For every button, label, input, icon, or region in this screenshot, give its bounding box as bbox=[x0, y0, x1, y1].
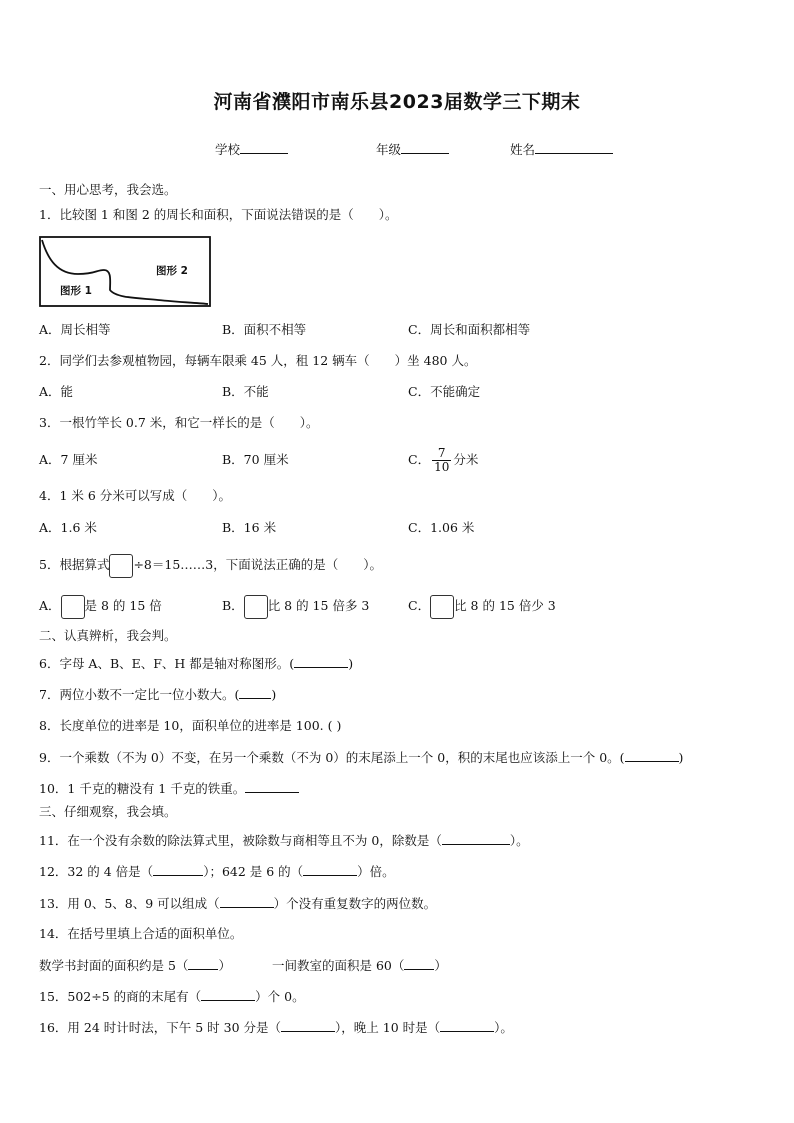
q13 bbox=[39, 895, 436, 912]
q14-sub-1 bbox=[39, 957, 231, 974]
q3-text: 3．一根竹竿长 0.7 米，和它一样长的是（ ）。 bbox=[39, 415, 319, 430]
q1-option-a[interactable]: A．周长相等 bbox=[39, 322, 111, 337]
q6-blank[interactable] bbox=[294, 655, 348, 668]
q6 bbox=[39, 655, 353, 672]
q5-option-b[interactable] bbox=[222, 594, 369, 619]
q16 bbox=[39, 1019, 513, 1036]
q4-option-b[interactable]: B．16 米 bbox=[222, 520, 277, 535]
q12-part3: ）倍。 bbox=[357, 864, 395, 879]
page-title: 河南省濮阳市南乐县2023届数学三下期末 bbox=[213, 91, 581, 113]
name-field[interactable] bbox=[510, 141, 613, 158]
q4-option-a[interactable]: A．1.6 米 bbox=[39, 520, 97, 535]
q15-part1: 15．502÷5 的商的末尾有（ bbox=[39, 989, 202, 1004]
q15 bbox=[39, 988, 305, 1005]
q13-part2: ）个没有重复数字的两位数。 bbox=[273, 896, 437, 911]
q3-option-c-unit: 分米 bbox=[453, 452, 479, 467]
q1-text: 1．比较图 1 和图 2 的周长和面积，下面说法错误的是（ ）。 bbox=[39, 207, 398, 222]
q11-end: ）。 bbox=[509, 833, 529, 848]
q10 bbox=[39, 780, 299, 797]
q5-option-c-label: C． bbox=[408, 598, 431, 613]
name-label: 姓名 bbox=[510, 142, 536, 157]
q2-text: 2．同学们去参观植物园，每辆车限乘 45 人，租 12 辆车（ ）坐 480 人。 bbox=[39, 353, 477, 368]
fig1-label: 图形 1 bbox=[60, 285, 92, 297]
school-label: 学校 bbox=[215, 142, 241, 157]
q2-option-b[interactable]: B．不能 bbox=[222, 384, 269, 399]
q5-option-a-text: 是 8 的 15 倍 bbox=[84, 598, 162, 613]
q14-sub-1-text: 数学书封面的面积约是 5（ bbox=[39, 958, 189, 973]
q9 bbox=[39, 749, 683, 766]
q12-part2: ）；642 是 6 的（ bbox=[203, 864, 304, 879]
q11-text: 11．在一个没有余数的除法算式里，被除数与商相等且不为 0，除数是（ bbox=[39, 833, 442, 848]
school-blank[interactable] bbox=[240, 141, 288, 154]
q14-sub-2-end: ） bbox=[434, 958, 447, 973]
blank-box bbox=[61, 595, 85, 619]
blank-box bbox=[244, 595, 268, 619]
q14-sub-1-end: ） bbox=[218, 958, 231, 973]
q11-blank[interactable] bbox=[442, 832, 510, 845]
q5-option-b-text: 比 8 的 15 倍多 3 bbox=[267, 598, 370, 613]
q5-option-a-label: A． bbox=[39, 598, 61, 613]
q11 bbox=[39, 832, 529, 849]
q8-text: 8．长度单位的进率是 10，面积单位的进率是 100. ( ) bbox=[39, 718, 342, 733]
grade-field[interactable] bbox=[376, 141, 449, 158]
name-blank[interactable] bbox=[535, 141, 613, 154]
q5-blank-box bbox=[109, 554, 133, 578]
q9-end: ) bbox=[678, 750, 684, 765]
fraction-numerator: 7 bbox=[432, 447, 451, 461]
q14-text: 14．在括号里填上合适的面积单位。 bbox=[39, 926, 243, 941]
q5-option-a[interactable] bbox=[39, 594, 162, 619]
q1-option-c[interactable]: C．周长和面积都相等 bbox=[408, 322, 531, 337]
q7-end: ) bbox=[271, 687, 277, 702]
fraction-denominator: 10 bbox=[434, 460, 450, 474]
q16-part2: ），晚上 10 时是（ bbox=[335, 1020, 441, 1035]
q7-blank[interactable] bbox=[239, 686, 271, 699]
q3-option-a[interactable]: A．7 厘米 bbox=[39, 452, 98, 467]
q13-blank[interactable] bbox=[220, 895, 274, 908]
q2-option-c[interactable]: C．不能确定 bbox=[408, 384, 481, 399]
q16-blank-1[interactable] bbox=[281, 1019, 335, 1032]
q1-option-b[interactable]: B．面积不相等 bbox=[222, 322, 307, 337]
q16-part3: ）。 bbox=[494, 1020, 513, 1035]
q5-text-pre: 5．根据算式 bbox=[39, 557, 110, 572]
grade-blank[interactable] bbox=[401, 141, 449, 154]
q10-blank[interactable] bbox=[245, 780, 299, 793]
q5-option-b-label: B． bbox=[222, 598, 244, 613]
q14-sub-2 bbox=[272, 957, 447, 974]
q14-blank-2[interactable] bbox=[404, 957, 434, 970]
q4-option-c[interactable]: C．1.06 米 bbox=[408, 520, 475, 535]
fraction bbox=[432, 447, 451, 474]
q16-blank-2[interactable] bbox=[440, 1019, 494, 1032]
q9-blank[interactable] bbox=[625, 749, 679, 762]
section-1-heading: 一、用心思考，我会选。 bbox=[39, 182, 177, 197]
q12-part1: 12．32 的 4 倍是（ bbox=[39, 864, 154, 879]
q6-end: ) bbox=[348, 656, 354, 671]
q15-part2: ）个 0。 bbox=[255, 989, 305, 1004]
q5-option-c-text: 比 8 的 15 倍少 3 bbox=[454, 598, 556, 613]
q5-text bbox=[39, 553, 382, 578]
q7-text: 7．两位小数不一定比一位小数大。( bbox=[39, 687, 240, 702]
q14-blank-1[interactable] bbox=[188, 957, 218, 970]
q14-sub-2-text: 一间教室的面积是 60（ bbox=[272, 958, 405, 973]
q3-option-c-label: C． bbox=[408, 452, 431, 467]
q16-part1: 16．用 24 时计时法，下午 5 时 30 分是（ bbox=[39, 1020, 282, 1035]
q5-text-post: ÷8＝15……3，下面说法正确的是（ ）。 bbox=[133, 557, 382, 572]
q12 bbox=[39, 863, 395, 880]
q2-option-a[interactable]: A．能 bbox=[39, 384, 74, 399]
q3-option-b[interactable]: B．70 厘米 bbox=[222, 452, 289, 467]
section-2-heading: 二、认真辨析，我会判。 bbox=[39, 628, 177, 643]
q12-blank-1[interactable] bbox=[153, 863, 203, 876]
q12-blank-2[interactable] bbox=[303, 863, 357, 876]
q3-option-c[interactable] bbox=[408, 440, 478, 480]
fig2-label: 图形 2 bbox=[156, 265, 188, 277]
q13-part1: 13．用 0、5、8、9 可以组成（ bbox=[39, 896, 220, 911]
school-field[interactable] bbox=[215, 141, 288, 158]
q15-blank[interactable] bbox=[201, 988, 255, 1001]
q10-text: 10．1 千克的糖没有 1 千克的铁重。 bbox=[39, 781, 246, 796]
q9-text: 9．一个乘数（不为 0）不变，在另一个乘数（不为 0）的末尾添上一个 0，积的末尾也应该添上一个 0。( bbox=[39, 750, 625, 765]
q5-option-c[interactable] bbox=[408, 594, 556, 619]
q7 bbox=[39, 686, 276, 703]
section-3-heading: 三、仔细观察，我会填。 bbox=[39, 804, 177, 819]
q6-text: 6．字母 A、B、E、F、H 都是轴对称图形。( bbox=[39, 656, 295, 671]
grade-label: 年级 bbox=[376, 142, 402, 157]
blank-box bbox=[430, 595, 454, 619]
q4-text: 4．1 米 6 分米可以写成（ ）。 bbox=[39, 488, 232, 503]
